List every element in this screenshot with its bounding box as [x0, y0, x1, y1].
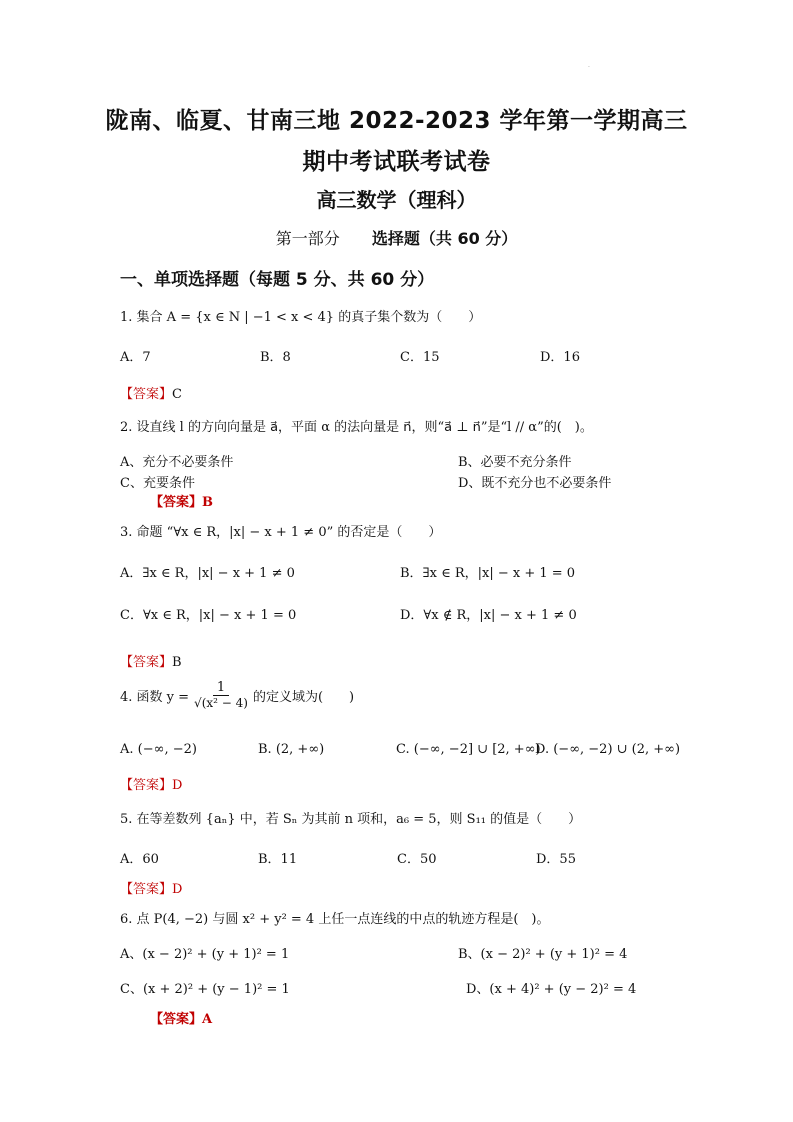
fraction-numerator: 1 — [213, 680, 229, 696]
part-title: 选择题（共 60 分） — [371, 229, 518, 248]
stray-dot: . — [588, 62, 590, 69]
part-heading — [0, 226, 793, 249]
answer-value: B — [172, 655, 182, 670]
question-2-stem: 2. 设直线 l 的方向向量是 a⃗，平面 α 的法向量是 n⃗，则“a⃗ ⊥ n⃗”是“l // α”的( )。 — [120, 420, 593, 435]
question-5-option-c: C．50 — [397, 852, 437, 867]
question-5-option-b: B．11 — [258, 852, 298, 867]
question-6-option-d: D、(x + 4)² + (y − 2)² = 4 — [466, 982, 637, 997]
question-4-option-a: A. (−∞, −2) — [120, 742, 197, 757]
answer-tag: 【答案】 — [150, 495, 203, 510]
question-4-stem — [120, 680, 354, 710]
question-5-answer — [120, 878, 182, 897]
question-6-option-b: B、(x − 2)² + (y + 1)² = 4 — [458, 947, 628, 962]
question-2-option-a: A、充分不必要条件 — [120, 455, 234, 470]
question-3-option-d: D．∀x ∉ R，|x| − x + 1 ≠ 0 — [400, 608, 577, 623]
question-3-option-b: B．∃x ∈ R，|x| − x + 1 = 0 — [400, 566, 576, 581]
question-4-option-c: C. (−∞, −2] ∪ [2, +∞) — [396, 742, 541, 757]
answer-value: A — [202, 1012, 213, 1027]
question-4-stem-suffix: 的定义域为( ) — [252, 689, 355, 705]
part-label: 第一部分 — [275, 229, 340, 248]
question-1-answer — [120, 383, 182, 402]
exam-subject: 高三数学（理科） — [316, 188, 477, 212]
answer-tag: 【答案】 — [150, 1012, 203, 1027]
question-2-option-d: D、既不充分也不必要条件 — [458, 476, 612, 491]
answer-tag: 【答案】 — [120, 387, 173, 402]
fraction-denominator: √(x² − 4) — [194, 696, 248, 710]
question-5-stem: 5. 在等差数列 {aₙ} 中，若 Sₙ 为其前 n 项和，a₆ = 5，则 S₁₁ 的值是（ ） — [120, 812, 582, 827]
question-1-option-c: C．15 — [400, 350, 440, 365]
fraction — [192, 680, 250, 710]
question-1-option-b: B．8 — [260, 350, 291, 365]
question-5-option-a: A．60 — [120, 852, 159, 867]
question-1-option-d: D．16 — [540, 350, 580, 365]
question-6-answer — [150, 1008, 212, 1027]
question-5-option-d: D．55 — [536, 852, 576, 867]
answer-tag: 【答案】 — [120, 778, 173, 793]
question-3-stem: 3. 命题 “∀x ∈ R，|x| − x + 1 ≠ 0” 的否定是（ ） — [120, 525, 442, 540]
answer-value: D — [172, 882, 183, 897]
exam-title-line2: 期中考试联考试卷 — [302, 149, 491, 175]
section-title: 一、单项选择题（每题 5 分、共 60 分） — [120, 270, 435, 290]
question-3-option-a: A．∃x ∈ R，|x| − x + 1 ≠ 0 — [120, 566, 295, 581]
answer-value: B — [202, 495, 214, 510]
question-2-option-b: B、必要不充分条件 — [458, 455, 572, 470]
question-2-option-c: C、充要条件 — [120, 476, 195, 491]
question-4-stem-prefix: 4. 函数 y = — [120, 689, 190, 705]
answer-tag: 【答案】 — [120, 882, 173, 897]
question-3-option-c: C．∀x ∈ R，|x| − x + 1 = 0 — [120, 608, 297, 623]
exam-title-line1: 陇南、临夏、甘南三地 2022-2023 学年第一学期高三 — [105, 108, 688, 134]
question-6-option-c: C、(x + 2)² + (y − 1)² = 1 — [120, 982, 290, 997]
question-2-answer — [150, 491, 213, 510]
answer-value: C — [172, 387, 182, 402]
question-1-option-a: A．7 — [120, 350, 151, 365]
answer-tag: 【答案】 — [120, 655, 173, 670]
question-6-option-a: A、(x − 2)² + (y + 1)² = 1 — [120, 947, 290, 962]
question-6-stem: 6. 点 P(4, −2) 与圆 x² + y² = 4 上任一点连线的中点的轨迹方程是( )。 — [120, 912, 550, 927]
question-3-answer — [120, 651, 182, 670]
question-1-stem: 1. 集合 A = {x ∈ N | −1 < x < 4} 的真子集个数为（ ） — [120, 310, 482, 325]
question-4-option-d: D. (−∞, −2) ∪ (2, +∞) — [535, 742, 681, 757]
question-4-answer — [120, 774, 182, 793]
question-4-option-b: B. (2, +∞) — [258, 742, 325, 757]
answer-value: D — [172, 778, 183, 793]
